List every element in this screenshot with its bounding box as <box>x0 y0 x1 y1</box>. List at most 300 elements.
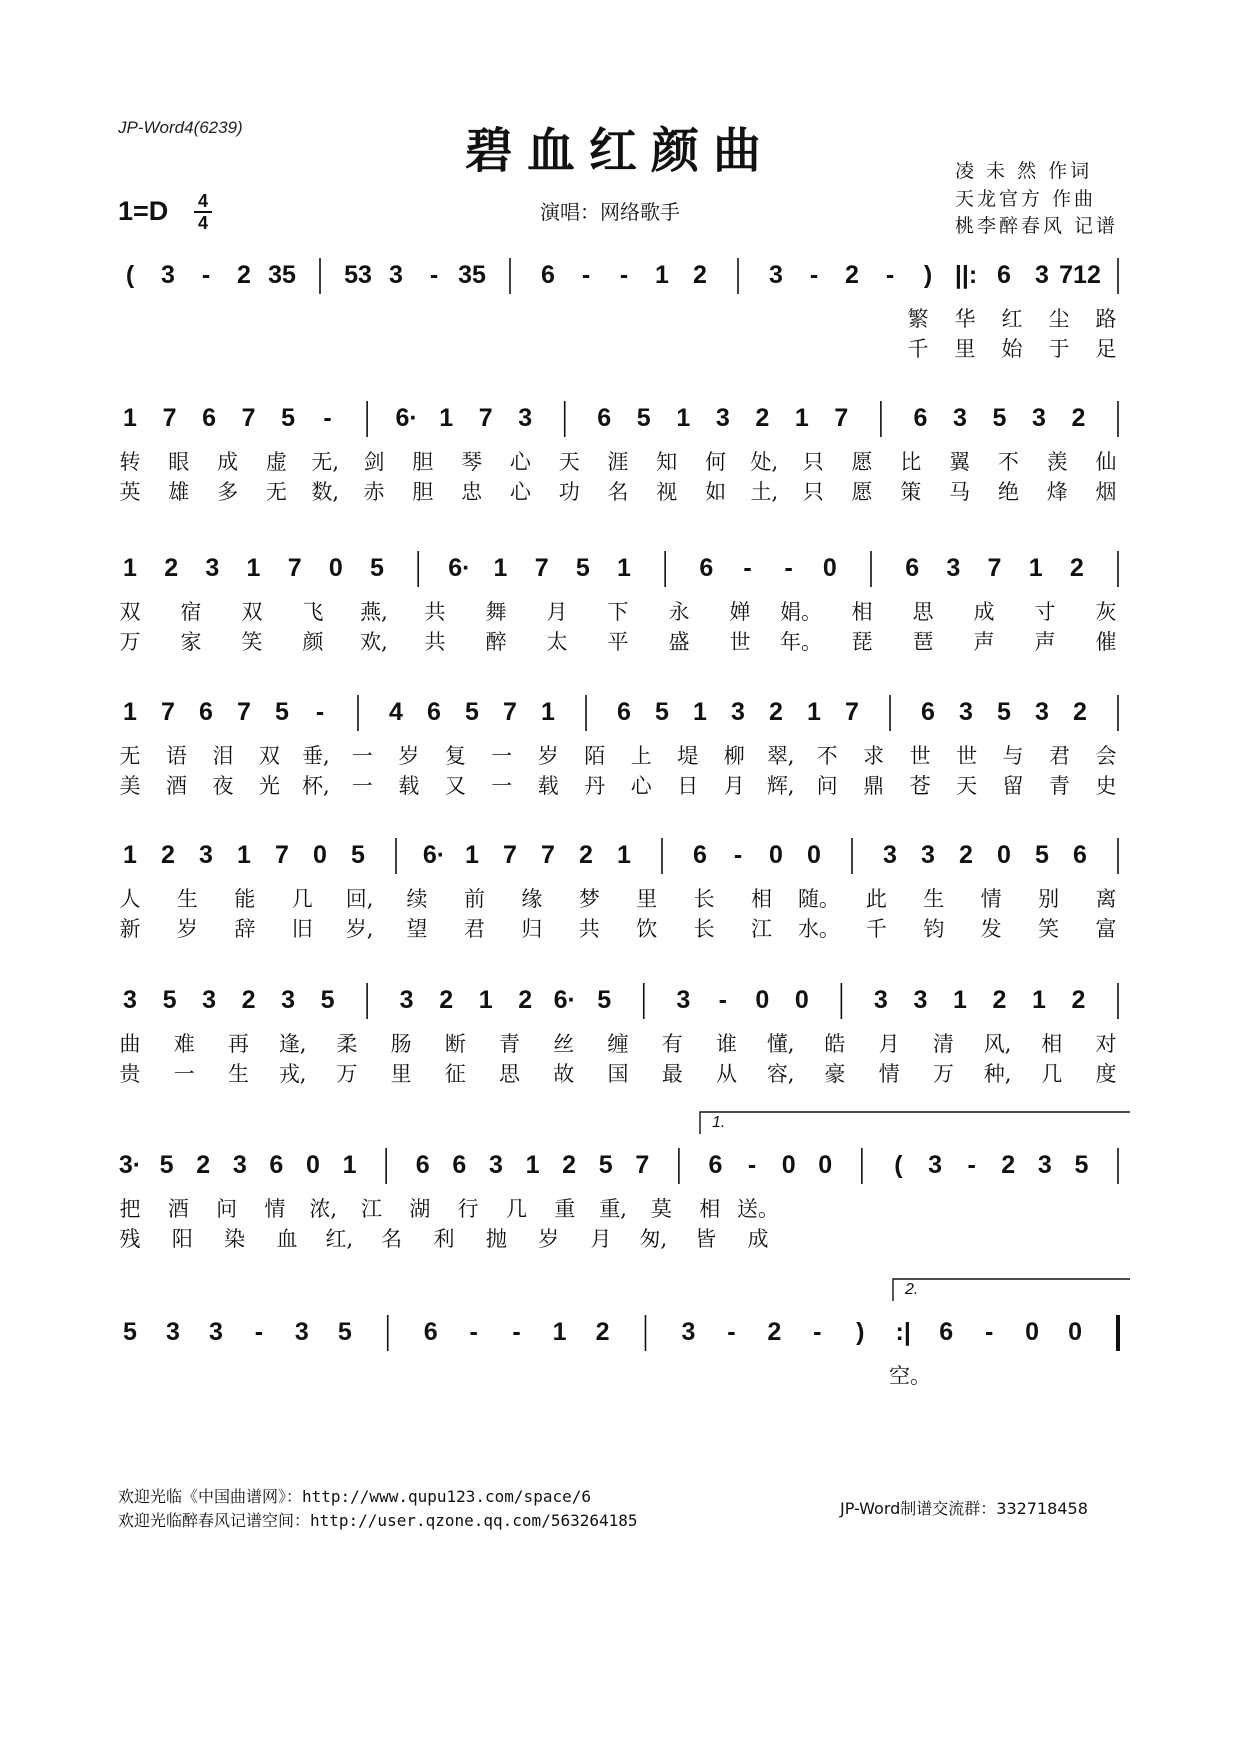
note-token: 0 <box>781 1151 796 1179</box>
lyric-token: 续 <box>406 887 428 911</box>
note-token: 7 <box>987 554 1002 582</box>
note-token: 1 <box>1032 986 1046 1014</box>
lyric-token: 肠 <box>390 1032 412 1056</box>
note-token: 3 <box>959 698 973 726</box>
notation-row <box>118 1150 1130 1186</box>
lyric-token: 岁 <box>398 744 420 768</box>
lyric-token: 岁, <box>345 917 374 941</box>
notation-row <box>118 985 1130 1021</box>
note-token: 5 <box>162 986 177 1014</box>
lyric-token: 处, <box>750 450 779 474</box>
lyric-token: 青 <box>499 1032 521 1056</box>
lyric-row <box>118 1363 1130 1391</box>
lyric-token: 辞 <box>234 917 256 941</box>
lyric-token: 声 <box>1034 630 1056 654</box>
note-token: 3 <box>488 1151 503 1179</box>
lyric-token: 年。 <box>780 630 822 654</box>
note-token: 5 <box>1074 1151 1089 1179</box>
lyric-token: 何 <box>705 450 727 474</box>
lyric-token: 前 <box>463 887 485 911</box>
note-token: 6 <box>699 554 714 582</box>
note-token: - <box>619 261 629 289</box>
note-token: ( <box>894 1151 903 1179</box>
lyric-token: 娟。 <box>780 600 822 624</box>
note-token: 3 <box>1032 404 1046 432</box>
note-token: 2 <box>164 554 179 582</box>
note-token: 6 <box>199 698 213 726</box>
lyric-token: 比 <box>900 450 922 474</box>
lyric-token: 生 <box>227 1062 249 1086</box>
lyric-token: 与 <box>1002 744 1024 768</box>
lyric-token: 曲 <box>119 1032 141 1056</box>
lyric-token: 醉 <box>485 630 507 654</box>
note-token: 2 <box>1071 404 1086 432</box>
lyric-token: 下 <box>607 600 629 624</box>
note-token: 6 <box>541 261 555 289</box>
note-token: - <box>469 1318 478 1346</box>
lyric-token: 万 <box>336 1062 358 1086</box>
lyric-token: 随。 <box>797 887 840 911</box>
lyric-token: 生 <box>923 887 945 911</box>
lyric-row <box>118 306 1130 334</box>
lyric-token: 烽 <box>1046 480 1068 504</box>
note-token: 1 <box>617 554 631 582</box>
lyric-token: 无 <box>119 744 141 768</box>
note-token: 7 <box>241 404 256 432</box>
lyric-token: 里 <box>636 887 658 911</box>
note-token: 712 <box>1059 261 1101 289</box>
lyric-token: 情 <box>264 1197 286 1221</box>
note-token: 7 <box>237 698 251 726</box>
lyric-token: 鼎 <box>863 774 885 798</box>
note-token: 1 <box>807 698 821 726</box>
lyric-token: 湖 <box>409 1197 431 1221</box>
lyric-token: 数, <box>311 480 340 504</box>
note-token: - <box>429 261 439 289</box>
lyric-token: 逢, <box>278 1032 307 1056</box>
lyric-token: 残 <box>119 1227 141 1251</box>
note-token: 2 <box>196 1151 211 1179</box>
note-token: 1 <box>465 841 479 869</box>
lyric-row <box>118 743 1130 771</box>
lyric-token: 只 <box>802 480 824 504</box>
note-token: 0 <box>328 554 343 582</box>
lyric-token: 皆 <box>695 1227 717 1251</box>
footer-link-qzone[interactable]: 欢迎光临醉春风记谱空间：http://user.qzone.qq.com/563264185 <box>118 1511 638 1530</box>
lyric-token: 忠 <box>461 480 483 504</box>
lyric-row <box>118 916 1130 944</box>
lyric-token: 多 <box>217 480 239 504</box>
watermark: JP-Word4(6239) <box>118 118 243 137</box>
lyric-token: 宿 <box>180 600 202 624</box>
lyric-token: 光 <box>258 774 280 798</box>
note-token: 6· <box>448 554 471 582</box>
note-token: 5 <box>320 986 335 1014</box>
lyric-token: 马 <box>949 480 971 504</box>
lyric-token: 钧 <box>923 917 945 941</box>
lyric-token: 堤 <box>677 744 699 768</box>
lyric-token: 千 <box>865 917 887 941</box>
lyric-token: 长 <box>693 917 715 941</box>
note-token: - <box>747 1151 757 1179</box>
lyric-token: 寸 <box>1034 600 1056 624</box>
lyric-token: 飞 <box>302 600 324 624</box>
lyric-token: 相 <box>699 1197 721 1221</box>
lyric-token: 酒 <box>167 1197 189 1221</box>
note-token: 6 <box>597 404 612 432</box>
lyric-row <box>118 599 1130 627</box>
lyric-token: 陌 <box>584 744 606 768</box>
note-token: 3· <box>118 1151 142 1179</box>
note-token: 3 <box>1037 1151 1052 1179</box>
lyric-token: 此 <box>865 887 887 911</box>
lyric-token: 路 <box>1095 307 1117 331</box>
lyric-token: 利 <box>433 1227 455 1251</box>
notation-row <box>118 1317 1130 1353</box>
lyric-token: 重 <box>554 1197 576 1221</box>
lyric-token: 共 <box>424 630 446 654</box>
note-token: 3 <box>946 554 961 582</box>
lyric-token: 谁 <box>715 1032 737 1056</box>
lyric-token: 江 <box>751 917 773 941</box>
note-token: 1 <box>123 554 137 582</box>
lyric-row <box>118 886 1130 914</box>
note-token: 2 <box>755 404 770 432</box>
lyric-row <box>118 1061 1130 1089</box>
volta-label: 2. <box>905 1281 919 1298</box>
note-token: 5 <box>275 698 289 726</box>
lyric-row <box>118 1226 1130 1254</box>
note-token: 2 <box>439 986 454 1014</box>
lyric-token: 世 <box>956 744 978 768</box>
lyric-row <box>118 449 1130 477</box>
lyric-token: 苍 <box>909 774 931 798</box>
lyric-token: 心 <box>630 774 652 798</box>
lyric-token: 皓 <box>824 1032 846 1056</box>
note-token: 3 <box>161 261 175 289</box>
note-token: 6 <box>1073 841 1087 869</box>
note-token: 7 <box>503 841 517 869</box>
lyric-token: 始 <box>1001 337 1023 361</box>
page-title: 碧血红颜曲 <box>464 123 775 179</box>
note-token: 0 <box>818 1151 833 1179</box>
note-token: 3 <box>199 841 213 869</box>
lyric-token: 仙 <box>1095 450 1117 474</box>
lyric-token: 度 <box>1095 1062 1117 1086</box>
note-token: 2 <box>579 841 593 869</box>
volta-bracket <box>700 1112 1130 1134</box>
note-token: 3 <box>166 1318 180 1346</box>
time-signature-bottom: 4 <box>197 213 208 233</box>
note-token: 6· <box>395 404 418 432</box>
lyric-token: 风, <box>983 1032 1012 1056</box>
lyric-token: 双 <box>241 600 263 624</box>
note-token: 3 <box>389 261 403 289</box>
lyric-token: 离 <box>1095 887 1117 911</box>
lyric-token: 一 <box>173 1062 195 1086</box>
note-token: 5 <box>123 1318 137 1346</box>
lyric-token: 天 <box>558 450 580 474</box>
key-signature: 1=D <box>118 196 169 226</box>
lyric-token: 世 <box>909 744 931 768</box>
note-token: 1 <box>493 554 508 582</box>
note-token: 0 <box>822 554 837 582</box>
lyric-token: 载 <box>398 774 420 798</box>
lyric-token: 丹 <box>584 774 606 798</box>
footer-link-qupu[interactable]: 欢迎光临《中国曲谱网》：http://www.qupu123.com/space/6 <box>118 1487 591 1506</box>
lyric-token: 英 <box>119 480 141 504</box>
lyric-token: 归 <box>521 917 543 941</box>
note-token: 5 <box>598 1151 613 1179</box>
note-token: - <box>984 1318 994 1346</box>
lyric-token: 颜 <box>302 630 324 654</box>
lyric-token: 柔 <box>336 1032 358 1056</box>
lyric-token: 策 <box>900 480 922 504</box>
lyric-row <box>118 1031 1130 1059</box>
lyric-token: 涯 <box>607 450 629 474</box>
note-token: 5 <box>997 698 1011 726</box>
note-token: 5 <box>1035 841 1049 869</box>
note-token: 3 <box>952 404 967 432</box>
note-token: 35 <box>268 261 296 289</box>
lyric-token: 相 <box>751 887 773 911</box>
lyric-token: 眼 <box>168 450 190 474</box>
note-token: 3 <box>232 1151 247 1179</box>
note-token: 1 <box>525 1151 540 1179</box>
lyric-token: 从 <box>715 1062 737 1086</box>
lyric-token: 胆 <box>412 450 434 474</box>
lyric-token: 几 <box>505 1197 527 1221</box>
lyric-token: 不 <box>997 450 1019 474</box>
lyric-token: 土, <box>750 480 779 504</box>
lyric-token: 如 <box>705 480 727 504</box>
lyric-token: 断 <box>444 1032 466 1056</box>
lyric-token: 青 <box>1049 774 1071 798</box>
note-token: 5 <box>351 841 365 869</box>
lyric-row <box>118 629 1130 657</box>
lyric-token: 君 <box>1049 744 1071 768</box>
lyric-token: 只 <box>802 450 824 474</box>
lyric-token: 思 <box>912 600 934 624</box>
note-token: 6 <box>913 404 928 432</box>
volta-bracket <box>893 1279 1130 1301</box>
note-token: - <box>733 841 743 869</box>
note-token: 1 <box>1028 554 1043 582</box>
note-token: 6 <box>939 1318 954 1346</box>
lyric-row <box>118 336 1130 364</box>
lyric-token: 转 <box>119 450 141 474</box>
lyric-row <box>118 773 1130 801</box>
note-token: - <box>727 1318 736 1346</box>
note-token: 6 <box>452 1151 467 1179</box>
lyric-token: 万 <box>119 630 141 654</box>
lyric-token: 繁 <box>907 307 929 331</box>
lyric-token: 琵 <box>851 630 873 654</box>
note-token: 7 <box>478 404 493 432</box>
lyric-token: 世 <box>729 630 751 654</box>
lyric-row <box>118 1196 1130 1224</box>
note-token: 3 <box>123 986 137 1014</box>
lyric-token: 染 <box>224 1227 246 1251</box>
lyric-token: 永 <box>668 600 690 624</box>
notation-row <box>118 553 1130 589</box>
note-token: 1 <box>478 986 493 1014</box>
lyric-token: 求 <box>863 744 885 768</box>
lyric-token: 相 <box>851 600 873 624</box>
note-token: 2 <box>769 698 783 726</box>
singer: 演唱：网络歌手 <box>540 200 680 224</box>
lyric-token: 望 <box>406 917 428 941</box>
note-token: 7 <box>541 841 555 869</box>
lyric-token: 愿 <box>851 480 873 504</box>
lyric-token: 胆 <box>412 480 434 504</box>
lyric-token: 月 <box>878 1032 900 1056</box>
note-token: 1 <box>123 841 137 869</box>
lyric-token: 饮 <box>636 917 658 941</box>
lyric-row <box>118 479 1130 507</box>
lyric-token: 燕, <box>360 600 388 624</box>
note-token: - <box>784 554 793 582</box>
note-token: ) <box>856 1318 865 1346</box>
lyric-token: 征 <box>444 1062 466 1086</box>
lyric-token: 日 <box>677 774 699 798</box>
lyric-token: 能 <box>234 887 256 911</box>
note-token: 2 <box>595 1318 610 1346</box>
lyric-token: 欢, <box>360 630 388 654</box>
note-token: 6 <box>427 698 441 726</box>
lyric-token: 上 <box>630 744 652 768</box>
note-token: 1 <box>342 1151 357 1179</box>
lyric-token: 贵 <box>119 1062 141 1086</box>
lyric-token: 容, <box>766 1062 795 1086</box>
lyric-token: 婵 <box>729 600 751 624</box>
note-token: 0 <box>769 841 783 869</box>
note-token: 4 <box>389 698 403 726</box>
note-token: 7 <box>275 841 289 869</box>
lyric-token: 重, <box>599 1197 627 1221</box>
lyric-token: 双 <box>119 600 141 624</box>
footer-group-info: JP-Word制谱交流群：332718458 <box>840 1499 1088 1518</box>
note-token: 1 <box>676 404 691 432</box>
lyric-token: 懂, <box>766 1032 795 1056</box>
note-token: 0 <box>1068 1318 1082 1346</box>
note-token: 2 <box>562 1151 577 1179</box>
note-token: 3 <box>281 986 296 1014</box>
lyric-token: 双 <box>258 744 280 768</box>
lyric-token: 莫 <box>650 1197 672 1221</box>
note-token: 2 <box>1073 698 1087 726</box>
note-token: ||: <box>954 261 978 289</box>
lyric-token: 赤 <box>363 480 385 504</box>
note-token: 6 <box>415 1151 430 1179</box>
lyric-token: 剑 <box>363 450 385 474</box>
lyric-token: 笑 <box>1038 917 1060 941</box>
note-token: 3 <box>1035 261 1049 289</box>
lyric-token: 里 <box>954 337 976 361</box>
lyric-token: 清 <box>932 1032 954 1056</box>
lyric-token: 再 <box>227 1032 249 1056</box>
lyric-token: 成 <box>217 450 239 474</box>
note-token: - <box>315 698 325 726</box>
lyric-token: 岁 <box>537 744 559 768</box>
lyric-token: 几 <box>1041 1062 1063 1086</box>
lyric-token: 翠, <box>766 744 795 768</box>
note-token: 3 <box>913 986 928 1014</box>
note-token: 5 <box>655 698 669 726</box>
note-token: 1 <box>693 698 707 726</box>
note-token: 1 <box>552 1318 567 1346</box>
lyricist-credit: 凌 未 然 作词 <box>955 160 1093 182</box>
lyric-token: 思 <box>499 1062 521 1086</box>
note-token: 2 <box>518 986 533 1014</box>
lyric-token: 行 <box>457 1197 479 1221</box>
note-token: - <box>718 986 727 1014</box>
lyric-token: 君 <box>463 917 485 941</box>
lyric-token: 相 <box>1041 1032 1063 1056</box>
note-token: ( <box>125 261 135 289</box>
lyric-token: 岁 <box>176 917 198 941</box>
lyric-token: 人 <box>119 887 141 911</box>
note-token: 1 <box>794 404 809 432</box>
lyric-token: 于 <box>1048 337 1070 361</box>
lyric-token: 回, <box>345 887 374 911</box>
lyric-token: 血 <box>276 1227 298 1251</box>
lyric-token: 虚 <box>265 450 287 474</box>
lyric-token: 最 <box>661 1062 683 1086</box>
note-token: 2 <box>767 1318 782 1346</box>
lyric-token: 盛 <box>668 630 690 654</box>
lyric-token: 万 <box>932 1062 954 1086</box>
lyric-token: 夜 <box>212 774 234 798</box>
lyric-token: 成 <box>973 600 995 624</box>
note-token: 2 <box>241 986 256 1014</box>
note-token: 1 <box>655 261 669 289</box>
lyric-token: 愿 <box>851 450 873 474</box>
lyric-token: 缠 <box>607 1032 629 1056</box>
lyric-token: 尘 <box>1048 307 1070 331</box>
note-token: 3 <box>731 698 745 726</box>
lyric-token: 语 <box>165 744 187 768</box>
lyric-token: 长 <box>693 887 715 911</box>
lyric-token: 问 <box>216 1197 238 1221</box>
lyric-token: 载 <box>537 774 559 798</box>
lyric-token: 旧 <box>291 917 313 941</box>
lyric-token: 种, <box>983 1062 1012 1086</box>
lyric-token: 把 <box>119 1197 141 1221</box>
lyric-token: 柳 <box>723 744 745 768</box>
note-token: 6 <box>905 554 920 582</box>
note-token: - <box>201 261 211 289</box>
note-token: 5 <box>575 554 590 582</box>
lyric-token: 抛 <box>485 1227 507 1251</box>
lyric-token: 笑 <box>241 630 263 654</box>
lyric-token: 足 <box>1095 337 1117 361</box>
lyric-token: 梦 <box>578 887 600 911</box>
lyric-token: 国 <box>607 1062 629 1086</box>
note-token: 0 <box>755 986 770 1014</box>
lyric-token: 心 <box>509 480 531 504</box>
note-token: 6 <box>269 1151 284 1179</box>
note-token: 2 <box>845 261 859 289</box>
note-token: 3 <box>928 1151 942 1179</box>
lyric-token: 垂, <box>302 744 330 768</box>
note-token: 2 <box>1001 1151 1016 1179</box>
lyric-token: 琶 <box>912 630 934 654</box>
lyric-token: 月 <box>723 774 745 798</box>
note-token: 6 <box>202 404 216 432</box>
note-token: - <box>581 261 591 289</box>
note-token: 1 <box>617 841 631 869</box>
